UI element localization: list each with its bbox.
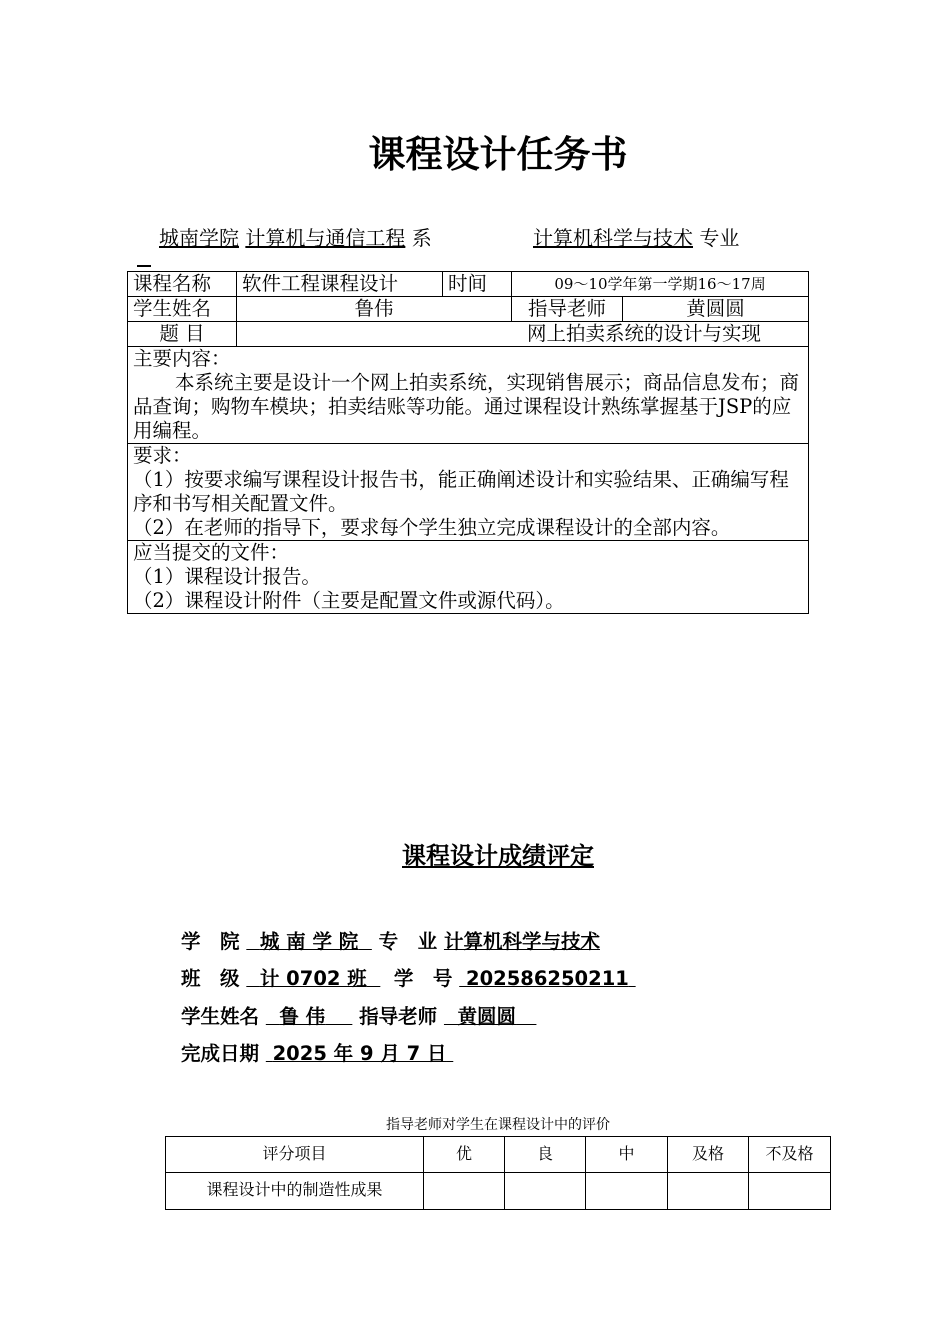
task-table [127,271,809,614]
evaluation-table [165,1136,831,1210]
evaluation-title-text: 课程设计成绩评定 [402,842,594,870]
evaluation-title [0,836,950,871]
files-heading: 应当提交的文件： [133,541,290,564]
info-line-class [181,963,636,991]
topic-value: 网上拍卖系统的设计与实现 [237,322,809,347]
evaluation-row [166,1173,831,1210]
teacher-value: 黄圆圆 [686,297,745,320]
teacher-label: 指导老师 [512,297,623,321]
major-line [533,222,739,251]
evaluation-table-caption: 指导老师对学生在课程设计中的评价 [386,1117,610,1133]
info-line-name [181,1001,536,1029]
content-heading: 主要内容： [133,347,231,370]
course-value: 软件工程课程设计 [237,272,443,297]
college-department-line [159,222,432,251]
department-suffix: 系 [411,226,432,250]
date-label: 完成日期 [181,1042,260,1065]
header-item: 评分项目 [166,1137,424,1173]
content-row [128,347,809,444]
teacher-value-2: 黄圆圆 [457,1005,517,1028]
id-label: 学 号 [393,967,453,990]
student-row [128,297,809,322]
content-cell [128,347,809,444]
evaluation-item: 课程设计中的制造性成果 [166,1173,424,1210]
teacher-cell [512,297,809,322]
college-name: 城南学院 [159,226,239,250]
evaluation-header-row [166,1137,831,1173]
header-good: 良 [505,1137,586,1173]
course-label: 课程名称 [128,272,237,297]
grade-cell [424,1173,505,1210]
files-row [128,541,809,614]
requirements-row [128,444,809,541]
student-label: 学生姓名 [128,297,237,322]
requirements-heading: 要求： [133,444,192,467]
student-value: 鲁伟 [237,297,512,322]
grade-cell [505,1173,586,1210]
class-label: 班 级 [181,967,240,990]
topic-row [128,322,809,347]
college-value: 城 南 学 院 [259,930,359,953]
requirement-item: （2）在老师的指导下，要求每个学生独立完成课程设计的全部内容。 [133,516,731,539]
requirement-item: （1）按要求编写课程设计报告书，能正确阐述设计和实验结果、正确编写程序和书写相关配置文件。 [133,468,789,515]
teacher-label-2: 指导老师 [359,1005,438,1028]
time-value: 09～10学年第一学期16～17周 [512,272,809,297]
major-suffix: 专业 [699,226,740,250]
name-value: 鲁 伟 [279,1005,326,1028]
id-value: 202586250211 [466,967,629,990]
underline-mark [137,265,151,267]
date-value: 2025 年 9 月 7 日 [272,1042,447,1065]
info-line-college [181,926,600,954]
files-cell [128,541,809,614]
header-pass: 及格 [668,1137,749,1173]
class-value: 计 0702 班 [259,967,367,990]
major-name: 计算机科学与技术 [533,226,693,250]
major-value: 计算机科学与技术 [443,930,600,953]
grade-cell [586,1173,668,1210]
content-body: 本系统主要是设计一个网上拍卖系统，实现销售展示；商品信息发布；商品查询；购物车模块；拍卖结账等功能。通过课程设计熟练掌握基于JSP的应用编程。 [133,371,800,442]
grade-cell [668,1173,749,1210]
file-item: （1）课程设计报告。 [133,565,321,588]
course-row [128,272,809,297]
time-label: 时间 [443,272,512,297]
department-name: 计算机与通信工程 [245,226,406,250]
file-item: （2）课程设计附件（主要是配置文件或源代码）。 [133,589,565,612]
name-label: 学生姓名 [181,1005,260,1028]
grade-cell [749,1173,831,1210]
header-excellent: 优 [424,1137,505,1173]
topic-label: 题 目 [128,322,237,347]
requirements-cell [128,444,809,541]
header-fail: 不及格 [749,1137,831,1173]
college-label: 学 院 [181,930,240,953]
major-label: 专 业 [378,930,438,953]
info-line-date [181,1038,453,1066]
page-title: 课程设计任务书 [368,133,628,176]
header-medium: 中 [586,1137,668,1173]
